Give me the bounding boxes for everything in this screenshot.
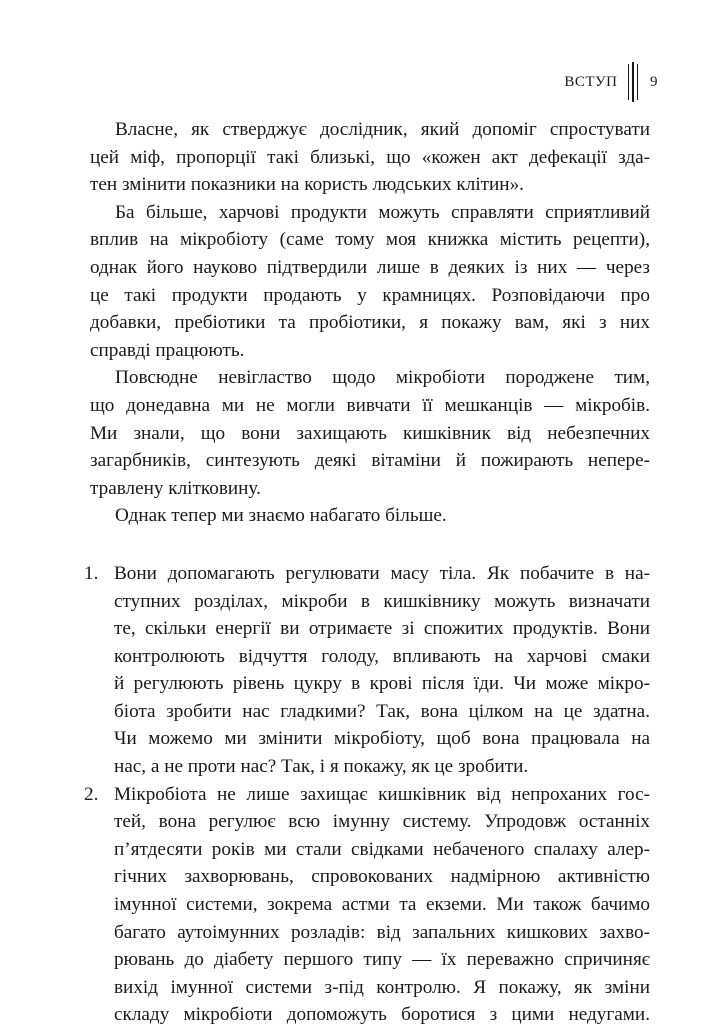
text-line: гічних захворювань, спровокованих надмірною активністю: [114, 866, 650, 888]
text-line: тен змінити показники на користь людських клітин».: [90, 174, 524, 196]
paragraphs: [90, 116, 650, 530]
text-line: складу мікробіоти допоможуть боротися з цими недугами.: [114, 1004, 650, 1026]
section-title: ВСТУП: [564, 73, 618, 90]
list-number: 2.: [84, 783, 99, 805]
text-line: вихід імунної системи з-під контролю. Я покажу, як зміни: [114, 976, 650, 998]
page-number: 9: [650, 73, 658, 90]
text-line: загарбників, синтезують деякі вітаміни й пожирають непере-: [90, 450, 650, 472]
running-header: [564, 64, 658, 100]
text-line: добавки, пребіотики та пробіотики, я покажу вам, які з них: [90, 312, 650, 334]
text-line: Повсюдне невігластво щодо мікробіоти породжене тим,: [115, 367, 650, 389]
list-item: [84, 560, 650, 781]
text-line: нас, а не проти нас? Так, і я покажу, як це зробити.: [114, 756, 529, 778]
list-item: [84, 781, 650, 1029]
list-number: 1.: [84, 562, 99, 584]
paragraph: [90, 502, 650, 530]
text-line: Мікробіота не лише захищає кишківник від непроханих гос-: [114, 783, 650, 805]
header-divider: [628, 64, 639, 100]
text-line: тей, вона регулює всю імунну систему. Упродовж останніх: [114, 811, 650, 833]
body-text: [84, 116, 650, 1029]
text-line: однак його науково підтвердили лише в деяких із них — через: [90, 256, 650, 278]
text-line: справді працюють.: [90, 339, 245, 361]
text-line: й регулюють рівень цукру в крові після їди. Чи може мікро-: [114, 673, 650, 695]
paragraph: [90, 364, 650, 502]
text-line: що донедавна ми не могли вивчати її мешканців — мікробів.: [90, 394, 650, 416]
text-line: вплив на мікробіоту (саме тому моя книжка містить рецепти),: [90, 229, 650, 251]
text-line: ступних розділах, мікроби в кишківнику можуть визначати: [114, 590, 650, 612]
text-line: багато аутоімунних розладів: від запальних кишкових захво-: [114, 921, 650, 943]
section-spacer: [90, 530, 650, 560]
text-line: Вони допомагають регулювати масу тіла. Як побачите в на-: [114, 562, 650, 584]
text-line: рювань до діабету першого типу — їх переважно спричиняє: [114, 949, 650, 971]
text-line: цей міф, пропорції такі близькі, що «кожен акт дефекації зда-: [90, 146, 650, 168]
text-line: те, скільки енергії ви отримаєте зі спожитих продуктів. Вони: [114, 618, 650, 640]
text-line: біота зробити нас гладкими? Так, вона цілком на це здатна.: [114, 700, 650, 722]
text-line: Власне, як стверджує дослідник, який допоміг спростувати: [115, 119, 650, 140]
text-line: це такі продукти продають у крамницях. Розповідаючи про: [90, 284, 650, 306]
text-line: контролюють відчуття голоду, впливають на харчові смаки: [114, 645, 650, 667]
text-line: Чи можемо ми змінити мікробіоту, щоб вона працювала на: [114, 728, 650, 750]
text-line: п’ятдесяти років ми стали свідками небаченого спалаху алер-: [114, 838, 650, 860]
numbered-list: [84, 560, 650, 1029]
text-line: Ба більше, харчові продукти можуть справляти сприятливий: [115, 201, 650, 223]
text-line: травлену клітковину.: [90, 477, 261, 499]
text-line: імунної системи, зокрема астми та екземи. Ми також бачимо: [114, 894, 650, 916]
text-line: Ми знали, що вони захищають кишківник від небезпечних: [90, 422, 650, 444]
paragraph: [90, 116, 650, 199]
paragraph: [90, 199, 650, 365]
text-line: Однак тепер ми знаємо набагато більше.: [115, 505, 447, 527]
